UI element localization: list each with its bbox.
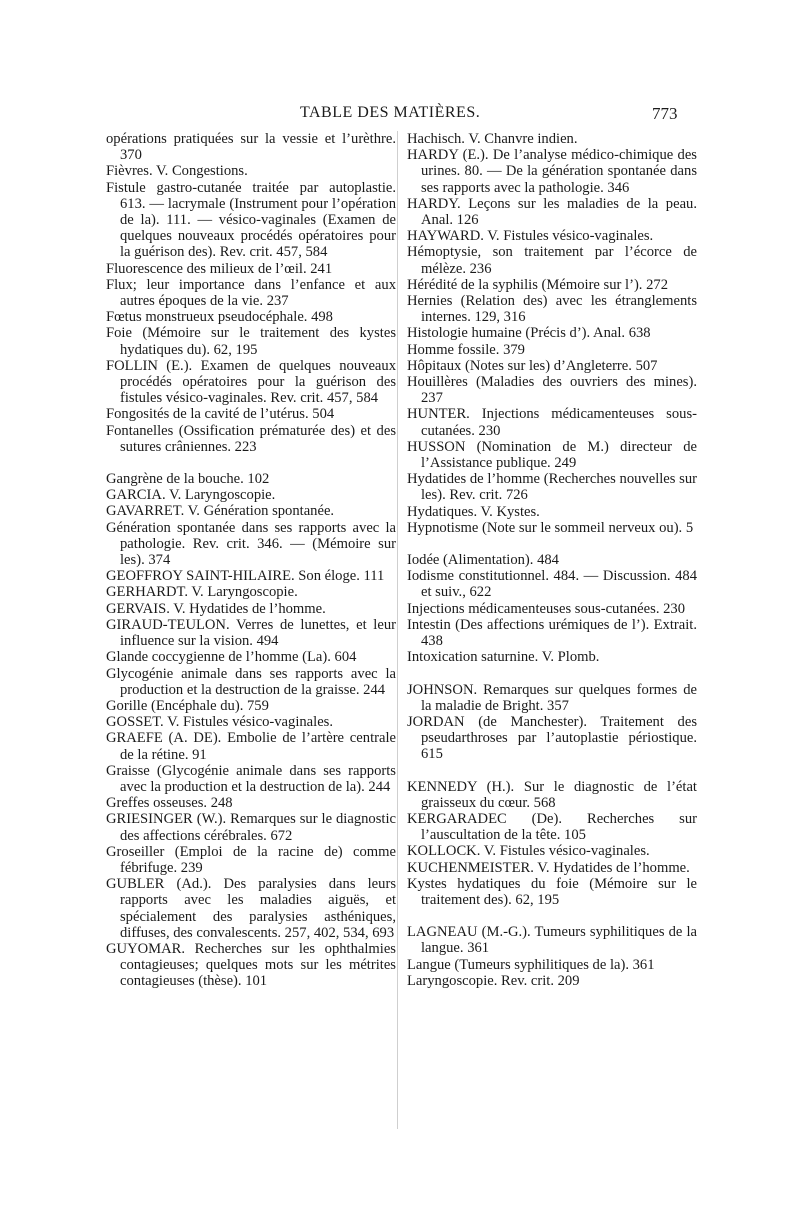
index-entry: HUSSON (Nomination de M.) directeur de l’Assistance publique. 249	[407, 438, 697, 472]
index-entry: Homme fossile. 379	[407, 341, 525, 358]
index-entry: JOHNSON. Remarques sur quelques formes de la maladie de Bright. 357	[407, 681, 697, 714]
index-entry: HAYWARD. V. Fistules vésico-vaginales.	[407, 228, 654, 245]
index-entry: GIRAUD-TEULON. Verres de lunettes, et leur influence sur la vision. 494	[106, 616, 396, 650]
index-entry: Gorille (Encéphale du). 759	[106, 697, 269, 714]
index-entry: Foie (Mémoire sur le traitement des kystes hydatiques du). 62, 195	[106, 325, 396, 358]
index-entry: Génération spontanée dans ses rapports avec la pathologie. Rev. crit. 346. — (Mémoire sur les). 374	[106, 519, 396, 569]
index-entry: Hernies (Relation des) avec les étranglements internes. 129, 316	[407, 293, 697, 326]
section-gap	[106, 455, 396, 471]
index-entry: GERHARDT. V. Laryngoscopie.	[106, 584, 298, 601]
index-entry: Fongosités de la cavité de l’utérus. 504	[106, 406, 335, 423]
index-entry: Iodisme constitutionnel. 484. — Discussion. 484 et suiv., 622	[407, 568, 697, 601]
index-entry: Glande coccygienne de l’homme (La). 604	[106, 649, 357, 666]
index-entry: GARCIA. V. Laryngoscopie.	[106, 487, 276, 504]
index-entry: KERGARADEC (De). Recherches sur l’auscultation de la tête. 105	[407, 810, 697, 844]
index-entry: JORDAN (de Manchester). Traitement des pseudarthroses par l’autoplastie périostique. 615	[407, 713, 697, 763]
index-entry: Fistule gastro-cutanée traitée par autoplastie. 613. — lacrymale (Instrument pour l’opération de la). 111. — vésico-vaginales (Examen de quelques nouveaux procédés opératoires pour la guérison des). Rev. crit. 457, 584	[106, 179, 396, 261]
index-entry: Hémoptysie, son traitement par l’écorce de mélèze. 236	[407, 244, 697, 277]
column-divider	[397, 131, 398, 1129]
index-entry: Houillères (Maladies des ouvriers des mines). 237	[407, 374, 697, 407]
index-entry: HUNTER. Injections médicamenteuses sous-cutanées. 230	[407, 406, 697, 439]
index-entry: HARDY (E.). De l’analyse médico-chimique des urines. 80. — De la génération spontanée dans ses rapports avec la pathologie. 346	[407, 147, 697, 196]
index-entry: Histologie humaine (Précis d’). Anal. 638	[407, 325, 651, 342]
index-entry: Graisse (Glycogénie animale dans ses rapports avec la production et la destruction de la). 244	[106, 762, 396, 795]
section-gap	[407, 908, 697, 924]
index-entry: GEOFFROY SAINT-HILAIRE. Son éloge. 111	[106, 568, 385, 585]
index-entry: GOSSET. V. Fistules vésico-vaginales.	[106, 714, 334, 731]
index-entry: Injections médicamenteuses sous-cutanées. 230	[407, 600, 686, 617]
index-entry: GUYOMAR. Recherches sur les ophthalmies contagieuses; quelques mots sur les métrites contagieuses (thèse). 101	[106, 940, 396, 990]
index-entry: Flux; leur importance dans l’enfance et aux autres époques de la vie. 237	[106, 276, 396, 310]
index-entry: Fœtus monstrueux pseudocéphale. 498	[106, 309, 333, 326]
index-entry: Iodée (Alimentation). 484	[407, 552, 559, 569]
index-entry: Langue (Tumeurs syphilitiques de la). 361	[407, 956, 655, 973]
index-entry: Hachisch. V. Chanvre indien.	[407, 131, 578, 147]
index-entry: opérations pratiquées sur la vessie et l’urèthre. 370	[106, 131, 396, 164]
index-entry: Intoxication saturnine. V. Plomb.	[407, 649, 600, 666]
index-entry: Fluorescence des milieux de l’œil. 241	[106, 260, 333, 277]
index-entry: Fièvres. V. Congestions.	[106, 163, 248, 180]
page-number: 773	[652, 104, 678, 123]
section-gap	[407, 536, 697, 552]
index-entry: Gangrène de la bouche. 102	[106, 471, 270, 488]
index-entry: GERVAIS. V. Hydatides de l’homme.	[106, 600, 326, 617]
index-column-left	[106, 131, 396, 1131]
index-entry: Kystes hydatiques du foie (Mémoire sur le traitement des). 62, 195	[407, 875, 697, 908]
index-entry: Hérédité de la syphilis (Mémoire sur l’). 272	[407, 276, 668, 293]
index-entry: Hydatiques. V. Kystes.	[407, 503, 540, 520]
index-entry: Glycogénie animale dans ses rapports avec la production et la destruction de la graisse. 244	[106, 665, 396, 698]
index-entry: KOLLOCK. V. Fistules vésico-vaginales.	[407, 843, 650, 860]
section-gap	[407, 763, 697, 779]
index-entry: HARDY. Leçons sur les maladies de la peau. Anal. 126	[407, 195, 697, 229]
section-gap	[407, 666, 697, 682]
index-entry: LAGNEAU (M.-G.). Tumeurs syphilitiques de la langue. 361	[407, 924, 697, 957]
index-entry: GAVARRET. V. Génération spontanée.	[106, 503, 335, 520]
index-column-right	[407, 131, 697, 1131]
index-entry: Groseiller (Emploi de la racine de) comme fébrifuge. 239	[106, 843, 396, 876]
running-title: TABLE DES MATIÈRES.	[300, 104, 481, 121]
index-entry: Fontanelles (Ossification prématurée des) et des sutures crâniennes. 223	[106, 422, 396, 455]
index-entry: Laryngoscopie. Rev. crit. 209	[407, 972, 580, 989]
index-entry: GUBLER (Ad.). Des paralysies dans leurs rapports avec les maladies aiguës, et spécialement des paralysies asthéniques, diffuses, des convalescents. 257, 402, 534, 693	[106, 876, 396, 941]
page-header	[0, 104, 800, 126]
index-entry: Hydatides de l’homme (Recherches nouvelles sur les). Rev. crit. 726	[407, 471, 697, 504]
index-entry: KUCHENMEISTER. V. Hydatides de l’homme.	[407, 859, 690, 876]
index-entry: Hôpitaux (Notes sur les) d’Angleterre. 507	[407, 357, 658, 374]
index-entry: Greffes osseuses. 248	[106, 795, 233, 812]
index-entry: FOLLIN (E.). Examen de quelques nouveaux procédés opératoires pour la guérison des fistules vésico-vaginales. Rev. crit. 457, 584	[106, 357, 396, 407]
index-entry: GRIESINGER (W.). Remarques sur le diagnostic des affections cérébrales. 672	[106, 811, 396, 844]
index-entry: Intestin (Des affections urémiques de l’). Extrait. 438	[407, 616, 697, 650]
index-entry: KENNEDY (H.). Sur le diagnostic de l’état graisseux du cœur. 568	[407, 778, 697, 811]
index-entry: GRAEFE (A. DE). Embolie de l’artère centrale de la rétine. 91	[106, 730, 396, 763]
index-entry: Hypnotisme (Note sur le sommeil nerveux ou). 5	[407, 519, 694, 536]
